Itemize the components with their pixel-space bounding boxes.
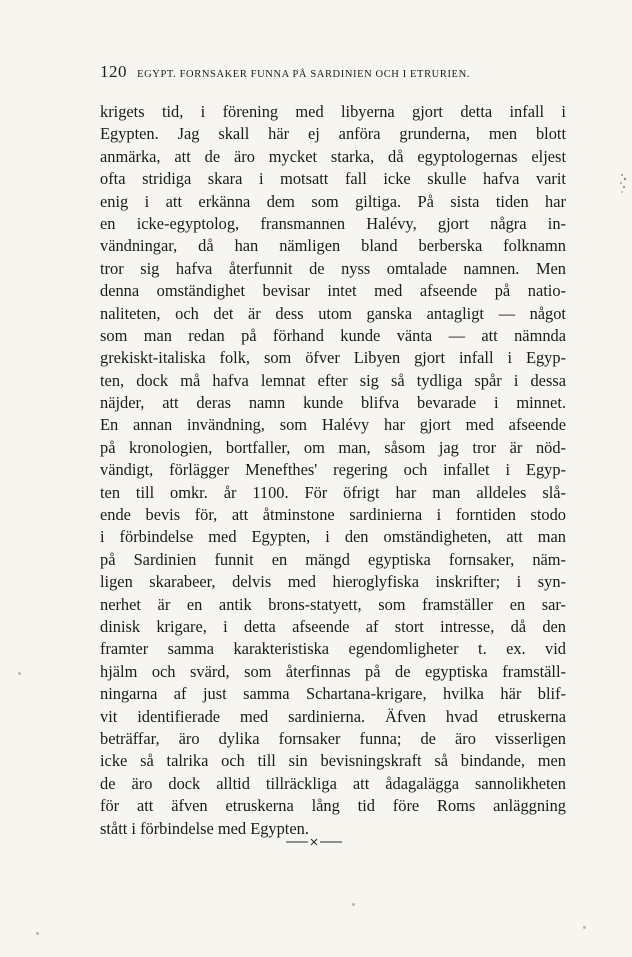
text-line: En annan invändning, som Halévy har gjort med afseende [100,415,566,435]
text-line: i förbindelse med Egypten, i den omständigheten, att man [100,527,566,547]
text-line: ende bevis för, att åtminstone sardinierna i forntiden stodo [100,505,566,525]
text-line: vändigt, förlägger Menefthes' regering och infallet i Egyp- [100,460,566,480]
text-line: grekiskt-italiska folk, som öfver Libyen gjort infall i Egyp- [100,348,566,368]
text-line: på kronologien, bortfaller, om man, såsom jag tror är nöd- [100,437,566,457]
text-line: näjder, att deras namn kunde blifva bevarade i minnet. [100,393,566,413]
text-line: på Sardinien funnit en mängd egyptiska fornsaker, näm- [100,549,566,569]
paper-speck [18,672,21,675]
text-line: Egypten. Jag skall här ej anföra grunderna, men blott [100,124,566,144]
text-line: krigets tid, i förening med libyerna gjort detta infall i [100,102,566,121]
paper-speck [36,932,39,935]
text-line: naliteten, och det är dess utom ganska antagligt — något [100,303,566,323]
text-line: denna omständighet bevisar intet med afseende på natio- [100,281,566,301]
text-line: som man redan på förhand kunde vänta — att nämnda [100,325,566,345]
text-line: framter samma karakteristiska egendomligheter t. ex. vid [100,639,566,659]
margin-smudge-mark [617,171,629,197]
text-line: nerhet är en antik brons-statyett, som framställer en sar- [100,594,566,614]
text-line: ofta stridiga skara i motsatt fall icke skulle hafva varit [100,169,566,189]
body-text [100,101,566,840]
text-line: ningarna af just samma Schartana-krigare, hvilka här blif- [100,684,566,704]
text-line: icke så talrika och till sin bevisningskraft så bindande, men [100,751,566,771]
text-line: dinisk krigare, i detta afseende af stort intresse, då den [100,616,566,636]
text-line: för att äfven etruskerna lång tid före Roms anläggning [100,796,566,816]
paper-speck [352,903,355,906]
text-line: vändningar, då han nämligen bland berberska folknamn [100,236,566,256]
text-line: de äro dock alltid tillräckliga att ådagalägga sannolikheten [100,773,566,793]
text-line: hjälm och svärd, som återfinnas på de egyptiska framställ- [100,661,566,681]
text-line: anmärka, att de äro mycket starka, då egyptologernas eljest [100,146,566,166]
running-header [100,62,570,84]
section-end-ornament [284,836,344,848]
text-line: enig i att erkänna dem som giltiga. På sista tiden har [100,191,566,211]
running-title: EGYPT. FORNSAKER FUNNA PÅ SARDINIEN OCH I ETRURIEN. [137,69,470,80]
text-line: ten till omkr. år 1100. För öfrigt har man alldeles slå- [100,482,566,502]
page-number: 120 [100,62,127,81]
text-line: tror sig hafva återfunnit de nyss omtalade namnen. Men [100,258,566,278]
text-line-last: stått i förbindelse med Egypten. [100,818,309,838]
text-line: beträffar, äro dylika fornsaker funna; de äro visserligen [100,728,566,748]
text-line: en icke-egyptolog, fransmannen Halévy, gjort några in- [100,213,566,233]
paper-speck [583,926,586,929]
text-line: ten, dock må hafva lemnat efter sig så tydliga spår i dessa [100,370,566,390]
text-line: vit identifierade med sardinierna. Äfven hvad etruskerna [100,706,566,726]
text-line: ligen skarabeer, delvis med hieroglyfiska inskrifter; i syn- [100,572,566,592]
